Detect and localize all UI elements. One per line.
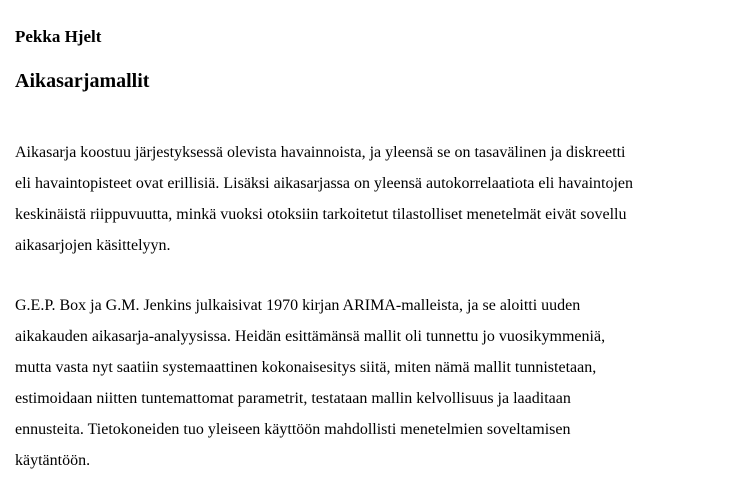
paragraph-line: mutta vasta nyt saatiin systemaattinen kokonaisesitys siitä, miten nämä mallit tunnistetaan, bbox=[15, 359, 597, 376]
document-title: Aikasarjamallit bbox=[15, 70, 150, 92]
paragraph-line: estimoidaan niitten tuntemattomat parametrit, testataan mallin kelvollisuus ja laaditaan bbox=[15, 390, 571, 407]
paragraph-intro bbox=[15, 137, 740, 261]
paragraph-line: G.E.P. Box ja G.M. Jenkins julkaisivat 1970 kirjan ARIMA-malleista, ja se aloitti uuden bbox=[15, 297, 581, 314]
paragraph-line: Aikasarja koostuu järjestyksessä olevista havainnoista, ja yleensä se on tasavälinen ja diskreetti bbox=[15, 144, 626, 161]
author-name: Pekka Hjelt bbox=[15, 27, 102, 46]
paragraph-line: aikakauden aikasarja-analyysissa. Heidän esittämänsä mallit oli tunnettu jo vuosikymmeniä, bbox=[15, 328, 606, 345]
paragraph-line: keskinäistä riippuvuutta, minkä vuoksi otoksiin tarkoitetut tilastolliset menetelmät eivät sovellu bbox=[15, 206, 627, 223]
paragraph-history bbox=[15, 290, 740, 476]
paragraph-line: aikasarjojen käsittelyyn. bbox=[15, 237, 171, 254]
paragraph-line: eli havaintopisteet ovat erillisiä. Lisäksi aikasarjassa on yleensä autokorrelaatiota eli havaintojen bbox=[15, 175, 634, 192]
paragraph-line: ennusteita. Tietokoneiden tuo yleiseen käyttöön mahdollisti menetelmien soveltamisen bbox=[15, 421, 571, 438]
paragraph-line: käytäntöön. bbox=[15, 452, 91, 469]
